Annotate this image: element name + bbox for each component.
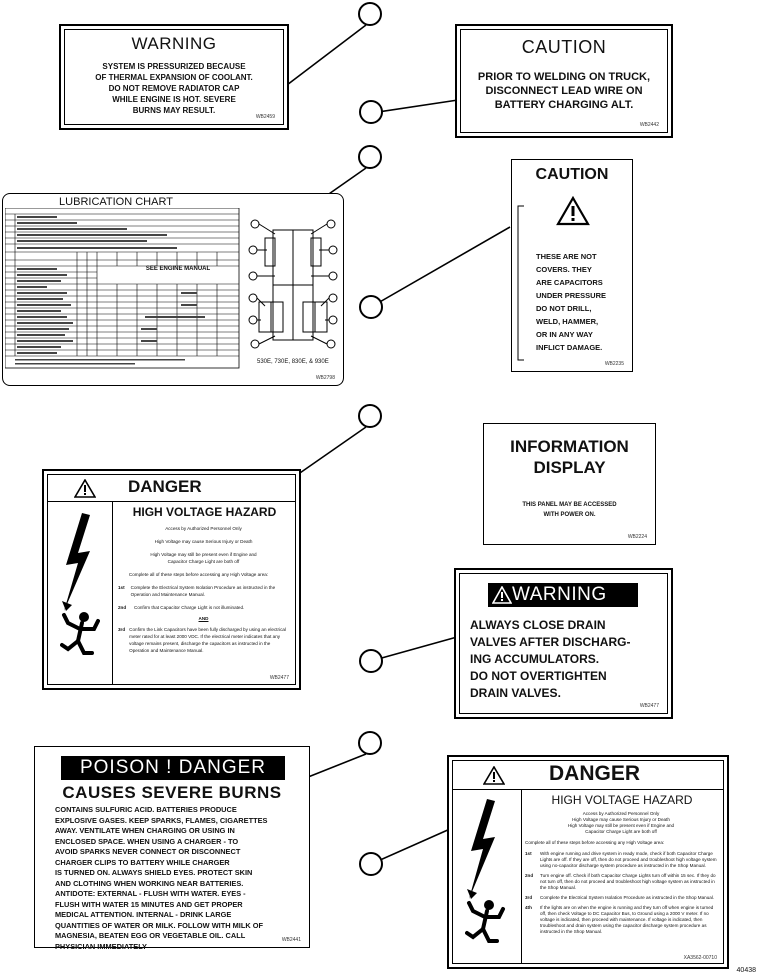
chart-title: LUBRICATION CHART [59, 196, 173, 208]
decal-title: DANGER [549, 762, 641, 785]
part-number: WB2798 [315, 375, 335, 381]
poison-danger-decal [34, 746, 310, 951]
engine-manual-note: SEE ENGINE MANUAL [145, 266, 211, 272]
lubrication-chart-decal [2, 193, 344, 386]
decal-text: THESE ARE NOT COVERS. THEY ARE CAPACITORS UNDER PRESSURE DO NOT DRILL, WELD, HAMMER, OR IN ANY WAY INFLICT DAMAGE. [536, 252, 607, 352]
decal-text: PRIOR TO WELDING ON TRUCK, DISCONNECT LEAD WIRE ON BATTERY CHARGING ALT. [477, 71, 651, 111]
lube-table-grid [5, 208, 241, 370]
decal-body: Access by Authorized Personnel Only High Voltage may cause Serious Injury or Death High Voltage may still be present even if Engine and Capacitor Charge Light are both off Complete all of these steps before accessing any High Voltage area: 1st Complete the Electrical System Isolation Procedure as instructed in the Operation and Maintenance Manual. 2nd Confirm that Capacitor Charge Light is not illuminated. AND 3rd Confirm the Link Capacitors have been fully discharged by using an electrical meter rated for at least 2000 VDC. If the electrical meter indicates that any voltage remains present, discharge the capacitors as instructed in the Operation and Maintenance Manual. [118, 526, 286, 653]
figure-id: 40438 [736, 967, 756, 974]
warning-drain-decal [459, 573, 668, 714]
pictogram-panel [48, 501, 113, 684]
part-number: WB2477 [639, 703, 659, 709]
caution-welding-decal [460, 29, 668, 133]
warning-triangle-icon [556, 196, 590, 226]
part-number: WB2235 [604, 361, 624, 367]
warning-title-bar [488, 583, 638, 607]
decal-text: THIS PANEL MAY BE ACCESSED WITH POWER ON. [522, 502, 617, 518]
truck-lube-diagram [245, 210, 341, 358]
warning-triangle-icon [74, 479, 96, 498]
callout-circle [359, 295, 383, 319]
part-number: WB2459 [255, 114, 275, 120]
part-number: XA3562-00710 [683, 955, 717, 961]
callout-circle [359, 649, 383, 673]
decal-title: DANGER [128, 477, 202, 496]
decal-subtitle: CAUSES SEVERE BURNS [62, 783, 282, 802]
pictogram-panel [453, 789, 522, 963]
bracket-line [514, 204, 530, 364]
part-number: WB2441 [281, 937, 301, 943]
electric-shock-icon [60, 513, 100, 663]
decal-title: INFORMATION DISPLAY [510, 437, 629, 477]
decal-title: WARNING [512, 584, 607, 605]
decal-text: SYSTEM IS PRESSURIZED BECAUSE OF THERMAL EXPANSION OF COOLANT. DO NOT REMOVE RADIATOR CAP WHILE ENGINE IS HOT. SEVERE BURNS MAY RESULT. [95, 62, 253, 115]
danger-header [453, 761, 723, 790]
danger-high-voltage-decal [47, 474, 296, 685]
decal-title: CAUTION [521, 37, 607, 57]
decal-title: WARNING [131, 34, 217, 53]
part-number: WB2442 [639, 122, 659, 128]
part-number: WB2224 [627, 534, 647, 540]
danger-high-voltage-decal-2 [452, 760, 724, 964]
part-number: WB2477 [269, 675, 289, 681]
decal-title: CAUTION [535, 166, 609, 183]
info-display-decal [483, 423, 656, 545]
caution-capacitors-decal [511, 159, 633, 372]
decal-text: ALWAYS CLOSE DRAIN VALVES AFTER DISCHARG- ING ACCUMULATORS. DO NOT OVERTIGHTEN DRAIN VALVES. [470, 618, 631, 700]
decal-subtitle: HIGH VOLTAGE HAZARD [132, 505, 277, 519]
warning-coolant-decal [64, 29, 284, 125]
truck-models: 530E, 730E, 830E, & 930E [257, 359, 329, 365]
decal-subtitle: HIGH VOLTAGE HAZARD [551, 793, 693, 807]
danger-header [48, 475, 295, 502]
warning-triangle-icon [492, 586, 512, 604]
callout-circle [358, 2, 382, 26]
callout-circle [358, 145, 382, 169]
callout-circle [359, 852, 383, 876]
poison-title-bar: POISON ! DANGER [61, 756, 285, 780]
electric-shock-icon [465, 799, 509, 949]
callout-circle [358, 731, 382, 755]
callout-circle [359, 100, 383, 124]
callout-circle [358, 404, 382, 428]
decal-text: CONTAINS SULFURIC ACID. BATTERIES PRODUCE EXPLOSIVE GASES. KEEP SPARKS, FLAMES, CIGARETTES AWAY. VENTILATE WHEN CHARGING OR USING IN ENCLOSED SPACE. WHEN USING A CHARGER - TO AVOID SPARKS NEVER CONNECT OR DISCONNECT CHARGER CLIPS TO BATTERY WHILE CHARGER IS TURNED ON. ALWAYS SHIELD EYES. PROTECT SKIN AND CLOTHING WHEN WORKING NEAR BATTERIES. ANTIDOTE: EXTERNAL - FLUSH WITH WATER. EYES - FLUSH WITH WATER 15 MINUTES AND GET PROPER MEDICAL ATTENTION. INTERNAL - DRINK LARGE QUANTITIES OF WATER OR MILK. FOLLOW WITH MILK OF MAGNESIA, BEATEN EGG OR VEGETABLE OIL. CALL PHYSICIAN IMMEDIATELY [55, 805, 268, 951]
decal-body: Access by Authorized Personnel Only High Voltage may cause Serious Injury or Death High Voltage may still be present even if Engine and Capacitor Charge Light are both off Complete all of these steps before accessing any High Voltage area: 1st With engine running and drive system in ready mode, check if both Capacitor Charge Lights are off. If they are off, then do not proceed and troubleshoot high voltage system using no-capacitor discharge system procedure as instructed in the Shop Manual. 2nd Turn engine off. Check if both Capacitor Charge Lights turn off within 15 sec. If they do not turn off, then do not proceed and troubleshoot high voltage system as instructed in the Shop Manual. 3rd Complete the Electrical System Isolation Procedure as instructed in the Shop Manual. 4th If the lights are on when the engine is running and they turn off when engine is turned off, then check Voltage to DC Capacitor Bus, to Ground using a 2000 V meter. If no voltage is indicated, then proceed with maintenance. If voltage is indicated, then troubleshoot and drain system using the capacitor discharge system procedure as instructed in the Shop Manual. [525, 811, 717, 934]
warning-triangle-icon [483, 766, 505, 785]
